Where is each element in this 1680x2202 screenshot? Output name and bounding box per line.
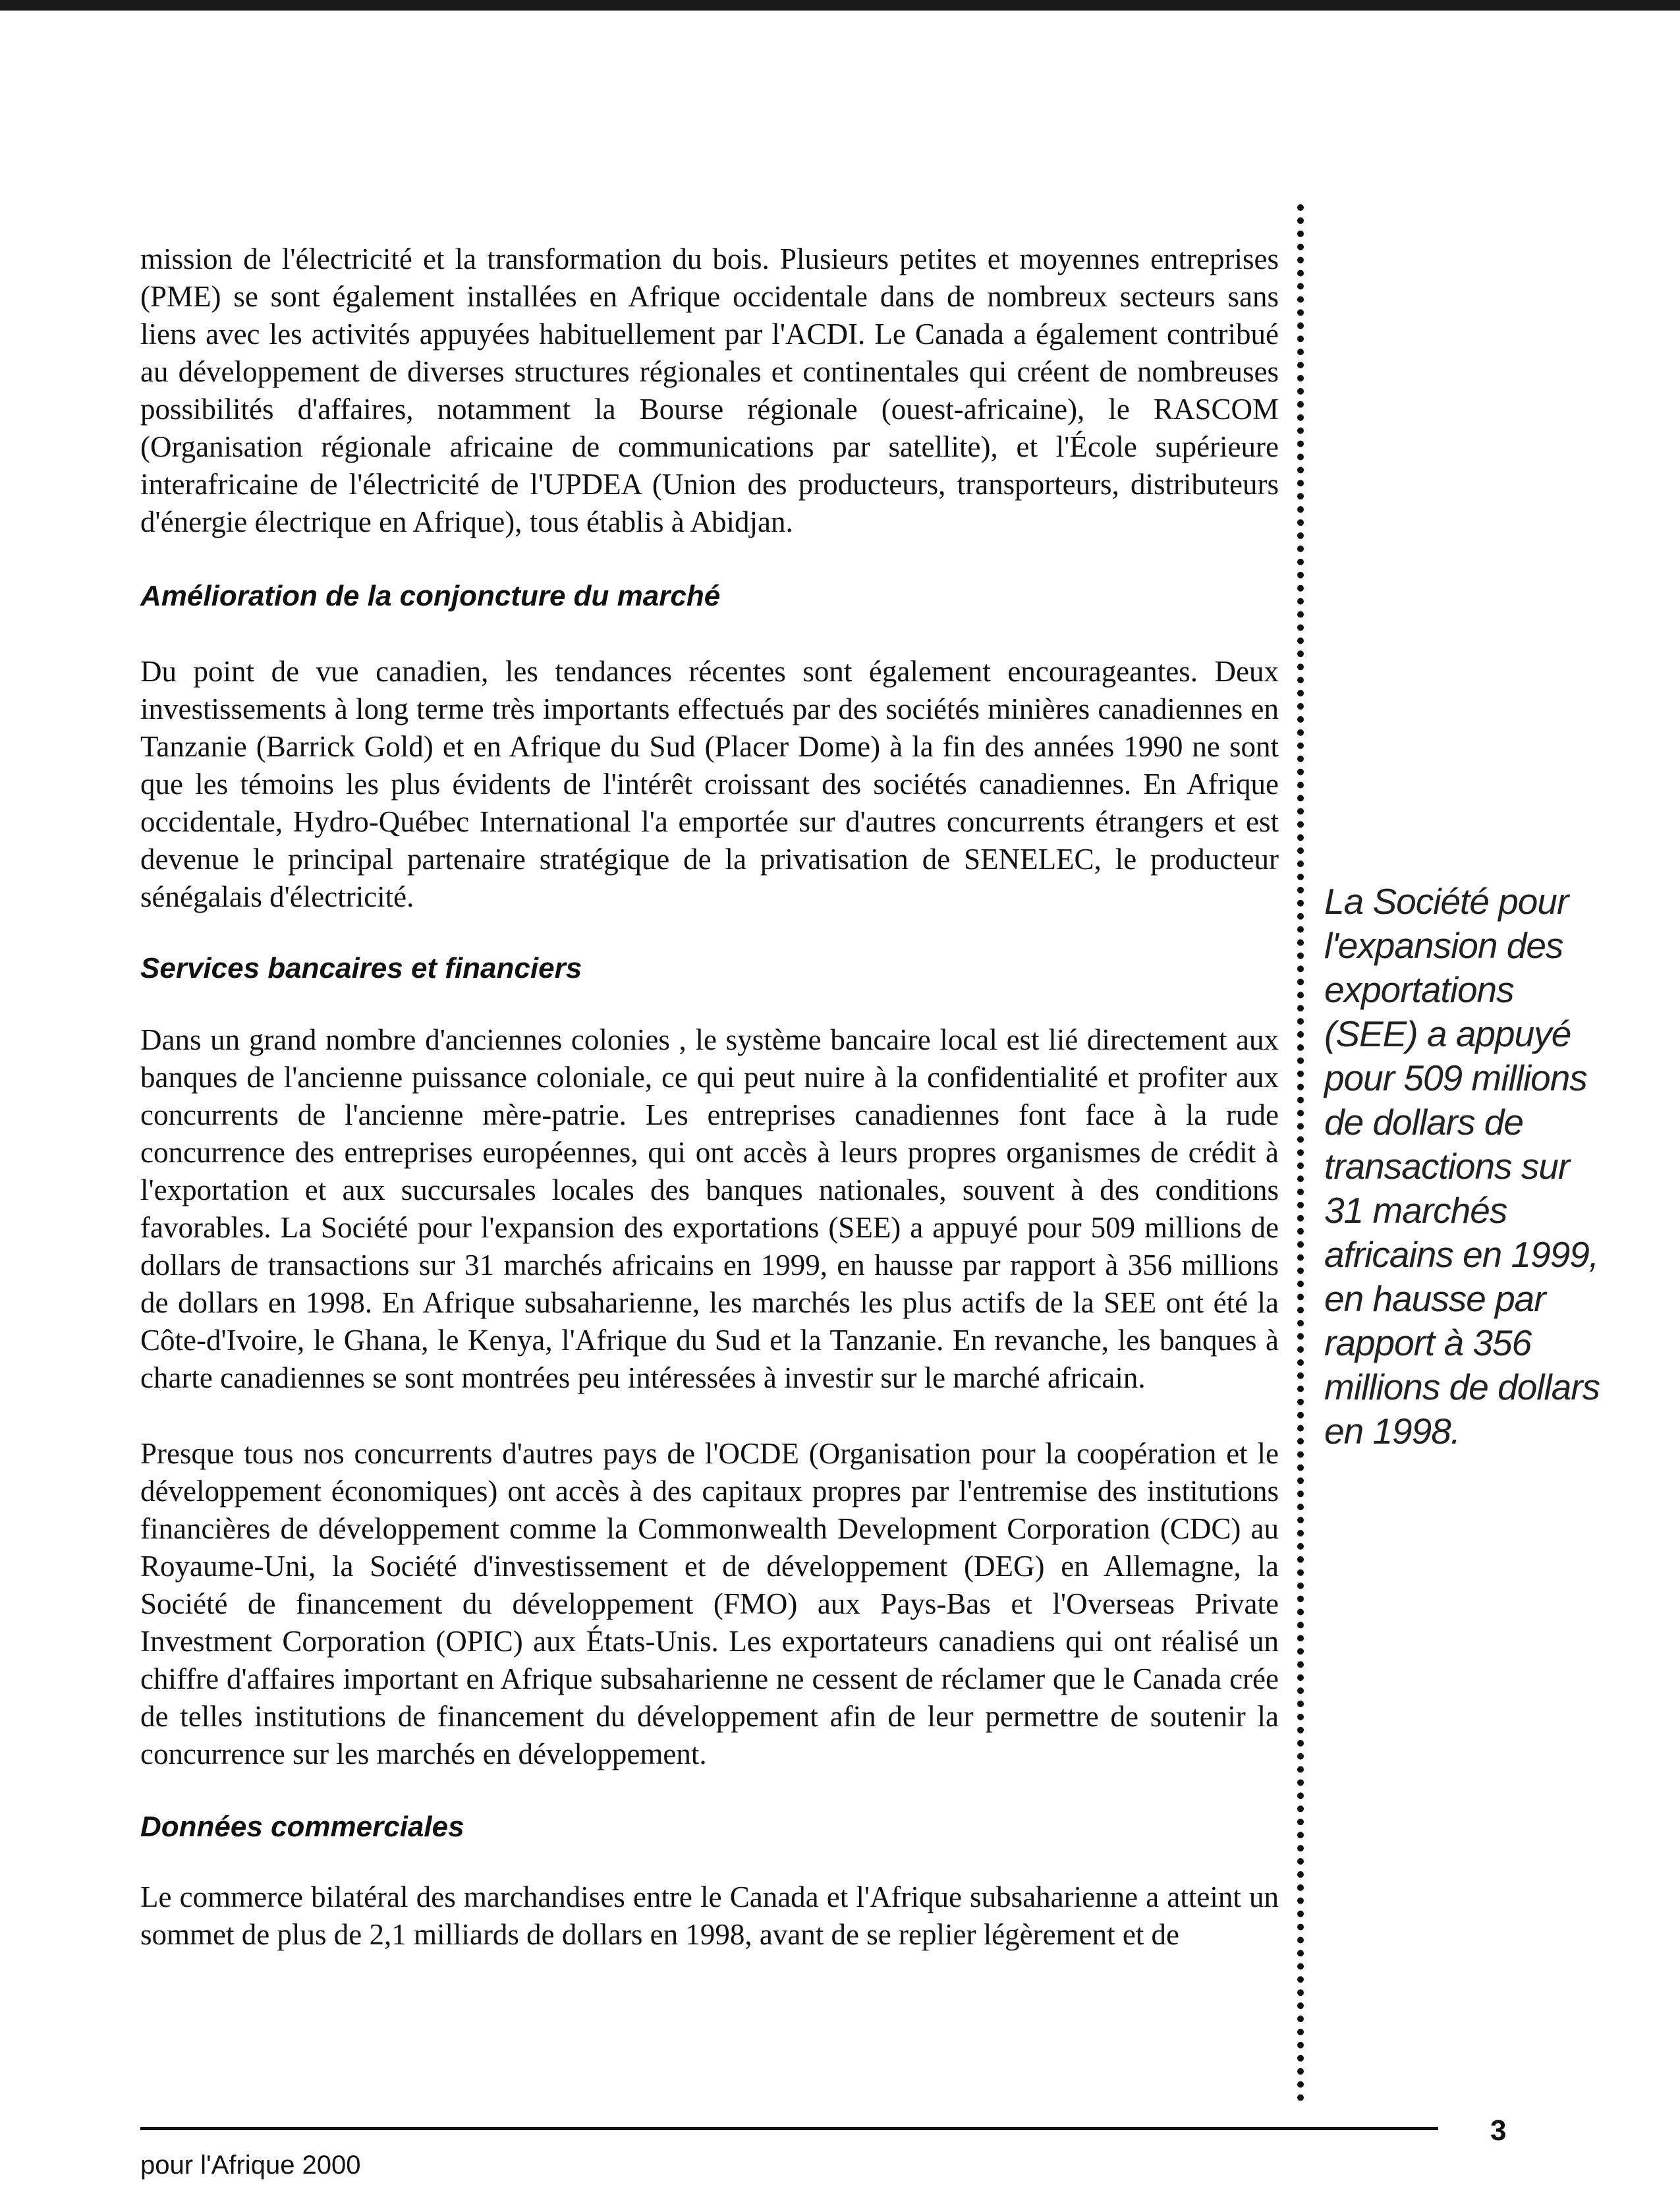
body-paragraph-4: Presque tous nos concurrents d'autres pays de l'OCDE (Organisation pour la coopération et le développement économiques) ont accès à des capitaux propres par l'entremise des institutions financières de développement comme la Commonwealth Development Corporation (CDC) au Royaume-Uni, la Société d'investissement et de développement (DEG) en Allemagne, la Société de financement du développement (FMO) aux Pays-Bas et l'Overseas Private Investment Corporation (OPIC) aux États-Unis. Les exportateurs canadiens qui ont réalisé un chiffre d'affaires important en Afrique subsaharienne ne cessent de réclamer que le Canada crée de telles institutions de financement du développement afin de leur permettre de soutenir la concurrence sur les marchés en développement.	[140, 1437, 1279, 1770]
top-border-rule	[0, 0, 1680, 11]
section-heading-market: Amélioration de la conjoncture du marché	[140, 580, 721, 612]
body-paragraph-3: Dans un grand nombre d'anciennes colonies , le système bancaire local est lié directement aux banques de l'ancienne puissance coloniale, ce qui peut nuire à la confidentialité et profiter aux concurrents de l'ancienne mère-patrie. Les entreprises canadiennes font face à la rude concurrence des entreprises européennes, qui ont accès à leurs propres organismes de crédit à l'exportation et aux succursales locales des banques nationales, souvent à des conditions favorables. La Société pour l'expansion des exportations (SEE) a appuyé pour 509 millions de dollars de transactions sur 31 marchés africains en 1999, en hausse par rapport à 356 millions de dollars en 1998. En Afrique subsaharienne, les marchés les plus actifs de la SEE ont été la Côte-d'Ivoire, le Ghana, le Kenya, l'Afrique du Sud et la Tanzanie. En revanche, les banques à charte canadiennes se sont montrées peu intéressées à investir sur le marché africain.	[140, 1023, 1279, 1394]
dotted-column-divider	[1297, 204, 1304, 2102]
footer-rule	[140, 2127, 1438, 2130]
footer-publication-title: pour l'Afrique 2000	[140, 2151, 361, 2180]
body-paragraph-1: mission de l'électricité et la transformation du bois. Plusieurs petites et moyennes entreprises (PME) se sont également installées en Afrique occidentale dans de nombreux secteurs sans liens avec les activités appuyées habituellement par l'ACDI. Le Canada a également contribué au développement de diverses structures régionales et continentales qui créent de nombreuses possibilités d'affaires, notamment la Bourse régionale (ouest-africaine), le RASCOM (Organisation régionale africaine de communications par satellite), et l'École supérieure interafricaine de l'électricité de l'UPDEA (Union des producteurs, transporteurs, distributeurs d'énergie électrique en Afrique), tous établis à Abidjan.	[140, 242, 1279, 538]
main-column	[140, 240, 1279, 1954]
page-number: 3	[1490, 2114, 1507, 2147]
body-paragraph-2: Du point de vue canadien, les tendances récentes sont également encourageantes. Deux investissements à long terme très importants effectués par des sociétés minières canadiennes en Tanzanie (Barrick Gold) et en Afrique du Sud (Placer Dome) à la fin des années 1990 ne sont que les témoins les plus évidents de l'intérêt croissant des sociétés canadiennes. En Afrique occidentale, Hydro-Québec International l'a emportée sur d'autres concurrents étrangers et est devenue le principal partenaire stratégique de la privatisation de SENELEC, le producteur sénégalais d'électricité.	[140, 655, 1279, 913]
body-paragraph-5: Le commerce bilatéral des marchandises entre le Canada et l'Afrique subsaharienne a atteint un sommet de plus de 2,1 milliards de dollars en 1998, avant de se replier légèrement et de	[140, 1880, 1279, 1951]
section-heading-trade-data: Données commerciales	[140, 1811, 464, 1843]
section-heading-banking: Services bancaires et financiers	[140, 952, 582, 984]
sidebar-pull-quote: La Société pour l'expansion des exportations (SEE) a appuyé pour 509 millions de dollars de transactions sur 31 marchés africains en 1999, en hausse par rapport à 356 millions de dollars en 1998.	[1324, 881, 1600, 1452]
